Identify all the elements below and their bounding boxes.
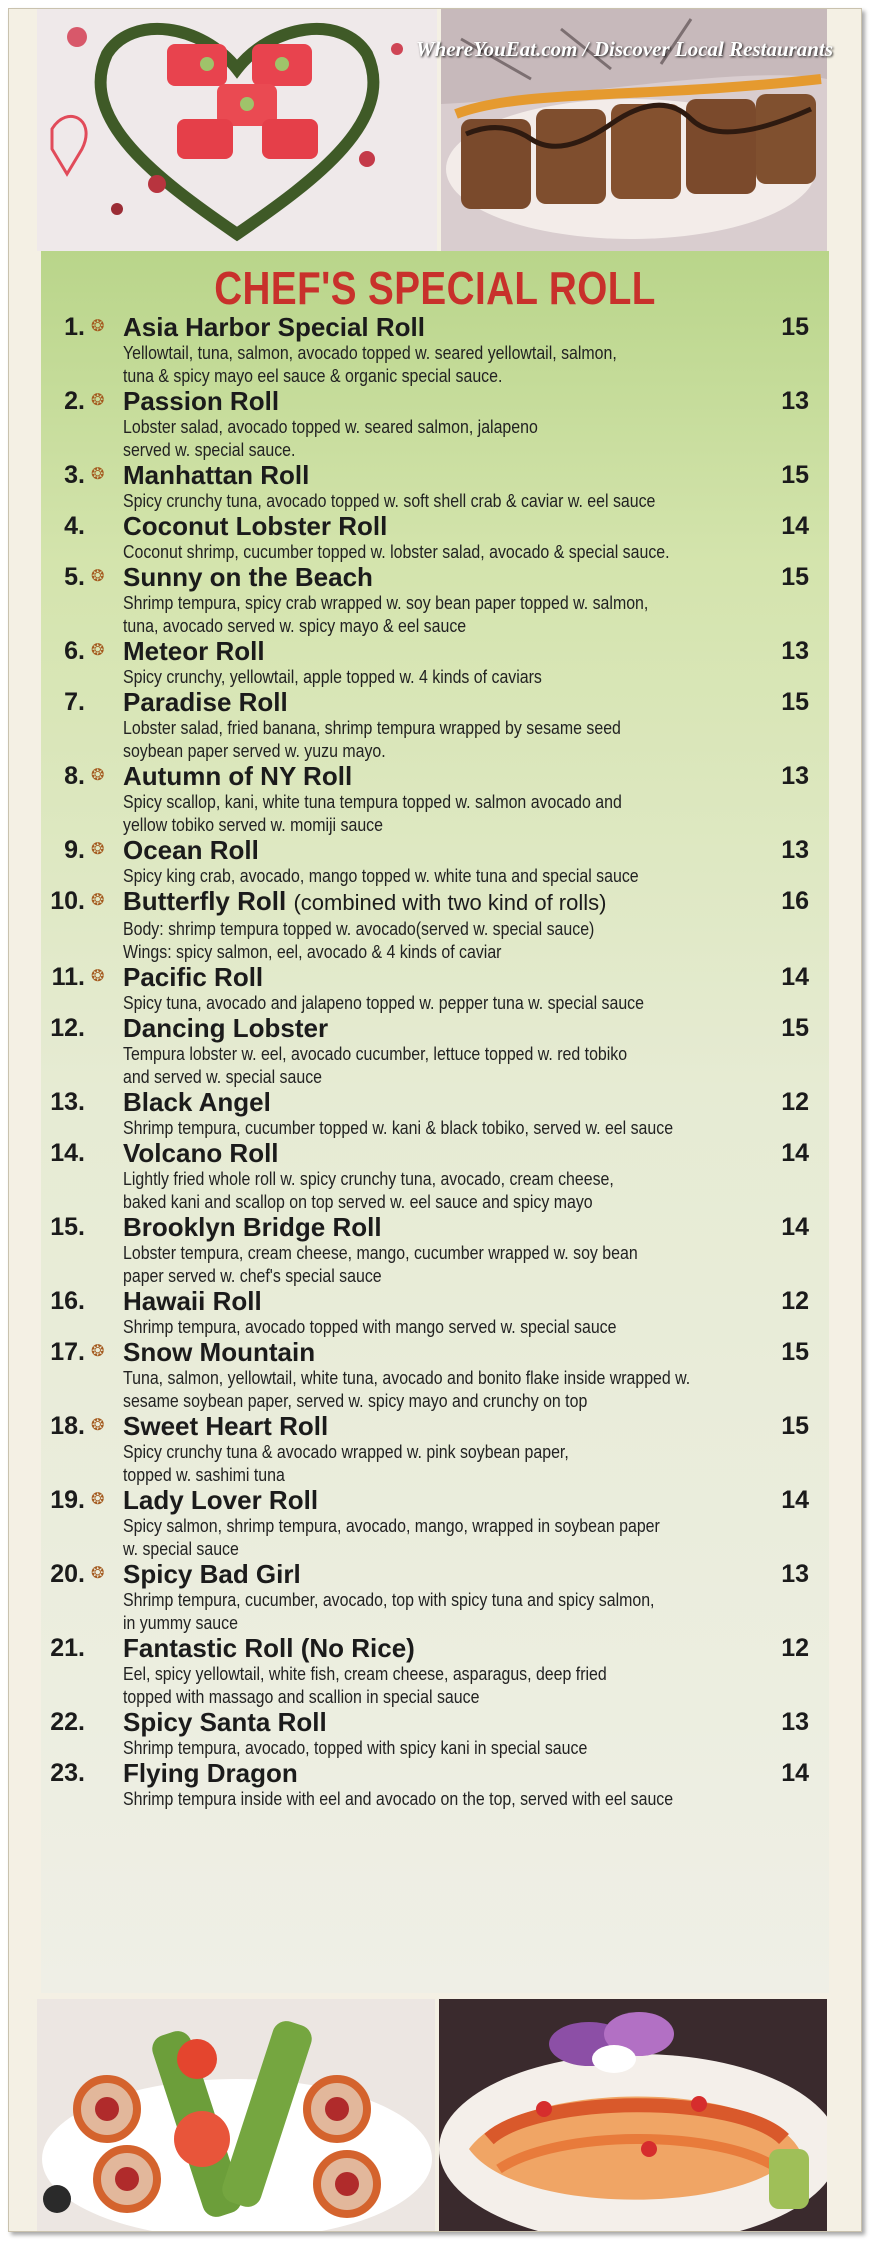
item-number: 4. bbox=[64, 512, 85, 540]
chef-recommended-icon: ❂ bbox=[91, 1343, 105, 1360]
item-price: 15 bbox=[781, 688, 809, 716]
item-name bbox=[123, 1560, 815, 1588]
menu-item bbox=[41, 1486, 829, 1560]
item-description: Lobster salad, avocado topped w. seared salmon, jalapeno bbox=[123, 416, 538, 437]
item-number: 16. bbox=[50, 1287, 85, 1315]
item-description: Spicy salmon, shrimp tempura, avocado, mango, wrapped in soybean paper bbox=[123, 1515, 660, 1536]
item-description: sesame soybean paper, served w. spicy mayo and crunchy on top bbox=[123, 1390, 588, 1411]
item-description: Lobster salad, fried banana, shrimp tempura wrapped by sesame seed bbox=[123, 717, 621, 738]
item-description: served w. special sauce. bbox=[123, 439, 296, 460]
item-number: 9. bbox=[64, 836, 85, 864]
item-description: yellow tobiko served w. momiji sauce bbox=[123, 814, 383, 835]
item-description: Shrimp tempura, avocado, topped with spicy kani in special sauce bbox=[123, 1737, 588, 1758]
item-name-text: Black Angel bbox=[123, 1087, 271, 1117]
item-description: topped w. sashimi tuna bbox=[123, 1464, 285, 1485]
item-description: paper served w. chef's special sauce bbox=[123, 1265, 382, 1286]
item-description: w. special sauce bbox=[123, 1538, 239, 1559]
item-name bbox=[123, 1708, 815, 1736]
menu-item bbox=[41, 963, 829, 1014]
item-name-text: Pacific Roll bbox=[123, 962, 264, 992]
item-description: Spicy scallop, kani, white tuna tempura topped w. salmon avocado and bbox=[123, 791, 622, 812]
item-description: Spicy crunchy tuna & avocado wrapped w. pink soybean paper, bbox=[123, 1441, 569, 1462]
item-name bbox=[123, 1014, 815, 1042]
item-name-text: Spicy Santa Roll bbox=[123, 1707, 327, 1737]
item-number: 22. bbox=[50, 1708, 85, 1736]
item-description: soybean paper served w. yuzu mayo. bbox=[123, 740, 386, 761]
item-description: and served w. special sauce bbox=[123, 1066, 322, 1087]
menu-item bbox=[41, 387, 829, 461]
item-description: tuna, avocado served w. spicy mayo & eel sauce bbox=[123, 615, 467, 636]
item-description: topped with massago and scallion in special sauce bbox=[123, 1686, 480, 1707]
item-name-text: Passion Roll bbox=[123, 386, 280, 416]
chef-recommended-icon: ❂ bbox=[91, 392, 105, 409]
item-name bbox=[123, 512, 815, 540]
item-number: 23. bbox=[50, 1759, 85, 1787]
item-name bbox=[123, 1139, 815, 1167]
item-price: 16 bbox=[781, 887, 809, 915]
item-number: 7. bbox=[64, 688, 85, 716]
item-name bbox=[123, 1634, 815, 1662]
menu-item bbox=[41, 1338, 829, 1412]
item-description: in yummy sauce bbox=[123, 1612, 238, 1633]
item-price: 15 bbox=[781, 1338, 809, 1366]
menu-item bbox=[41, 1708, 829, 1759]
chef-recommended-icon: ❂ bbox=[91, 892, 105, 909]
item-description: Shrimp tempura, avocado topped with mango served w. special sauce bbox=[123, 1316, 617, 1337]
item-name bbox=[123, 1213, 815, 1241]
menu-item bbox=[41, 1759, 829, 1810]
item-name-text: Manhattan Roll bbox=[123, 460, 310, 490]
item-description: baked kani and scallop on top served w. eel sauce and spicy mayo bbox=[123, 1191, 593, 1212]
item-name bbox=[123, 1412, 815, 1440]
menu-list bbox=[41, 313, 829, 1810]
item-name-text: Spicy Bad Girl bbox=[123, 1559, 301, 1589]
chef-recommended-icon: ❂ bbox=[91, 968, 105, 985]
chef-recommended-icon: ❂ bbox=[91, 568, 105, 585]
item-number: 2. bbox=[64, 387, 85, 415]
item-description: Body: shrimp tempura topped w. avocado(served w. special sauce) bbox=[123, 918, 595, 939]
item-name bbox=[123, 963, 815, 991]
item-price: 12 bbox=[781, 1287, 809, 1315]
item-name bbox=[123, 887, 815, 917]
item-description: Spicy king crab, avocado, mango topped w. white tuna and special sauce bbox=[123, 865, 639, 886]
item-price: 14 bbox=[781, 1486, 809, 1514]
item-number: 15. bbox=[50, 1213, 85, 1241]
item-name-text: Fantastic Roll (No Rice) bbox=[123, 1633, 415, 1663]
item-price: 15 bbox=[781, 461, 809, 489]
menu-item bbox=[41, 637, 829, 688]
item-name-text: Autumn of NY Roll bbox=[123, 761, 353, 791]
item-number: 13. bbox=[50, 1088, 85, 1116]
item-description: tuna & spicy mayo eel sauce & organic special sauce. bbox=[123, 365, 503, 386]
item-description: Spicy crunchy, yellowtail, apple topped w. 4 kinds of caviars bbox=[123, 666, 542, 687]
menu-item bbox=[41, 1139, 829, 1213]
chef-recommended-icon: ❂ bbox=[91, 767, 105, 784]
chef-recommended-icon: ❂ bbox=[91, 642, 105, 659]
item-price: 13 bbox=[781, 836, 809, 864]
menu-page bbox=[8, 8, 862, 2232]
item-description: Coconut shrimp, cucumber topped w. lobster salad, avocado & special sauce. bbox=[123, 541, 670, 562]
menu-item bbox=[41, 1213, 829, 1287]
item-name bbox=[123, 1287, 815, 1315]
item-number: 11. bbox=[51, 963, 85, 991]
item-price: 15 bbox=[781, 1014, 809, 1042]
menu-item bbox=[41, 313, 829, 387]
item-number: 14. bbox=[50, 1139, 85, 1167]
item-price: 12 bbox=[781, 1088, 809, 1116]
item-number: 8. bbox=[64, 762, 85, 790]
item-price: 15 bbox=[781, 563, 809, 591]
item-name bbox=[123, 387, 815, 415]
photo-flower-roll bbox=[439, 1999, 827, 2231]
item-number: 17. bbox=[50, 1338, 85, 1366]
menu-item bbox=[41, 1412, 829, 1486]
menu-panel bbox=[41, 251, 829, 1993]
item-name bbox=[123, 1088, 815, 1116]
item-description: Eel, spicy yellowtail, white fish, cream cheese, asparagus, deep fried bbox=[123, 1663, 607, 1684]
item-name-text: Coconut Lobster Roll bbox=[123, 511, 388, 541]
item-price: 13 bbox=[781, 1708, 809, 1736]
chef-recommended-icon: ❂ bbox=[91, 1417, 105, 1434]
item-description: Lobster tempura, cream cheese, mango, cucumber wrapped w. soy bean bbox=[123, 1242, 638, 1263]
item-description: Yellowtail, tuna, salmon, avocado topped w. seared yellowtail, salmon, bbox=[123, 342, 617, 363]
item-name-text: Snow Mountain bbox=[123, 1337, 316, 1367]
item-price: 14 bbox=[781, 1759, 809, 1787]
item-price: 14 bbox=[781, 963, 809, 991]
item-note: (combined with two kind of rolls) bbox=[293, 890, 607, 915]
item-name bbox=[123, 1759, 815, 1787]
item-name bbox=[123, 313, 815, 341]
item-name-text: Asia Harbor Special Roll bbox=[123, 312, 425, 342]
item-description: Tempura lobster w. eel, avocado cucumber, lettuce topped w. red tobiko bbox=[123, 1043, 628, 1064]
menu-item bbox=[41, 762, 829, 836]
item-name bbox=[123, 836, 815, 864]
menu-item bbox=[41, 1560, 829, 1634]
item-number: 1. bbox=[64, 313, 85, 341]
item-description: Wings: spicy salmon, eel, avocado & 4 kinds of caviar bbox=[123, 941, 502, 962]
item-price: 14 bbox=[781, 512, 809, 540]
item-name-text: Meteor Roll bbox=[123, 636, 265, 666]
item-name bbox=[123, 637, 815, 665]
item-name-text: Volcano Roll bbox=[123, 1138, 279, 1168]
item-description: Tuna, salmon, yellowtail, white tuna, avocado and bonito flake inside wrapped w. bbox=[123, 1367, 691, 1388]
item-name-text: Ocean Roll bbox=[123, 835, 259, 865]
item-price: 13 bbox=[781, 387, 809, 415]
item-description: Spicy crunchy tuna, avocado topped w. soft shell crab & caviar w. eel sauce bbox=[123, 490, 656, 511]
item-number: 6. bbox=[64, 637, 85, 665]
watermark: WhereYouEat.com / Discover Local Restaurants bbox=[415, 37, 833, 61]
item-number: 12. bbox=[50, 1014, 85, 1042]
item-price: 13 bbox=[781, 762, 809, 790]
item-price: 14 bbox=[781, 1213, 809, 1241]
item-name-text: Sunny on the Beach bbox=[123, 562, 373, 592]
item-description: Spicy tuna, avocado and jalapeno topped w. pepper tuna w. special sauce bbox=[123, 992, 644, 1013]
item-name-text: Butterfly Roll bbox=[123, 886, 287, 916]
item-number: 19. bbox=[50, 1486, 85, 1514]
item-description: Shrimp tempura, cucumber, avocado, top with spicy tuna and spicy salmon, bbox=[123, 1589, 655, 1610]
item-number: 18. bbox=[50, 1412, 85, 1440]
photo-butterfly-roll bbox=[37, 1999, 435, 2231]
menu-item bbox=[41, 1088, 829, 1139]
menu-item bbox=[41, 1287, 829, 1338]
item-description: Shrimp tempura inside with eel and avocado on the top, served with eel sauce bbox=[123, 1788, 674, 1809]
item-name bbox=[123, 1338, 815, 1366]
item-number: 21. bbox=[50, 1634, 85, 1662]
menu-item bbox=[41, 461, 829, 512]
item-name-text: Flying Dragon bbox=[123, 1758, 298, 1788]
item-name-text: Lady Lover Roll bbox=[123, 1485, 319, 1515]
menu-item bbox=[41, 836, 829, 887]
menu-item bbox=[41, 688, 829, 762]
item-description: Shrimp tempura, cucumber topped w. kani & black tobiko, served w. eel sauce bbox=[123, 1117, 674, 1138]
menu-title: CHEF'S SPECIAL ROLL bbox=[214, 262, 656, 314]
item-name-text: Paradise Roll bbox=[123, 687, 288, 717]
chef-recommended-icon: ❂ bbox=[91, 841, 105, 858]
menu-item bbox=[41, 563, 829, 637]
item-price: 13 bbox=[781, 637, 809, 665]
menu-item bbox=[41, 887, 829, 963]
item-number: 5. bbox=[64, 563, 85, 591]
item-price: 13 bbox=[781, 1560, 809, 1588]
item-name bbox=[123, 688, 815, 716]
item-number: 3. bbox=[64, 461, 85, 489]
chef-recommended-icon: ❂ bbox=[91, 1491, 105, 1508]
photo-heart-sushi bbox=[37, 9, 437, 251]
item-name bbox=[123, 563, 815, 591]
item-name bbox=[123, 762, 815, 790]
item-price: 14 bbox=[781, 1139, 809, 1167]
item-description: Lightly fried whole roll w. spicy crunchy tuna, avocado, cream cheese, bbox=[123, 1168, 614, 1189]
item-number: 20. bbox=[50, 1560, 85, 1588]
chef-recommended-icon: ❂ bbox=[91, 1565, 105, 1582]
item-number: 10. bbox=[50, 887, 85, 915]
item-name bbox=[123, 1486, 815, 1514]
item-name-text: Hawaii Roll bbox=[123, 1286, 262, 1316]
item-price: 12 bbox=[781, 1634, 809, 1662]
menu-item bbox=[41, 1634, 829, 1708]
item-name-text: Sweet Heart Roll bbox=[123, 1411, 329, 1441]
item-price: 15 bbox=[781, 1412, 809, 1440]
chef-recommended-icon: ❂ bbox=[91, 466, 105, 483]
item-price: 15 bbox=[781, 313, 809, 341]
item-description: Shrimp tempura, spicy crab wrapped w. soy bean paper topped w. salmon, bbox=[123, 592, 649, 613]
menu-item bbox=[41, 512, 829, 563]
menu-item bbox=[41, 1014, 829, 1088]
item-name-text: Dancing Lobster bbox=[123, 1013, 329, 1043]
chef-recommended-icon: ❂ bbox=[91, 318, 105, 335]
item-name bbox=[123, 461, 815, 489]
item-name-text: Brooklyn Bridge Roll bbox=[123, 1212, 382, 1242]
